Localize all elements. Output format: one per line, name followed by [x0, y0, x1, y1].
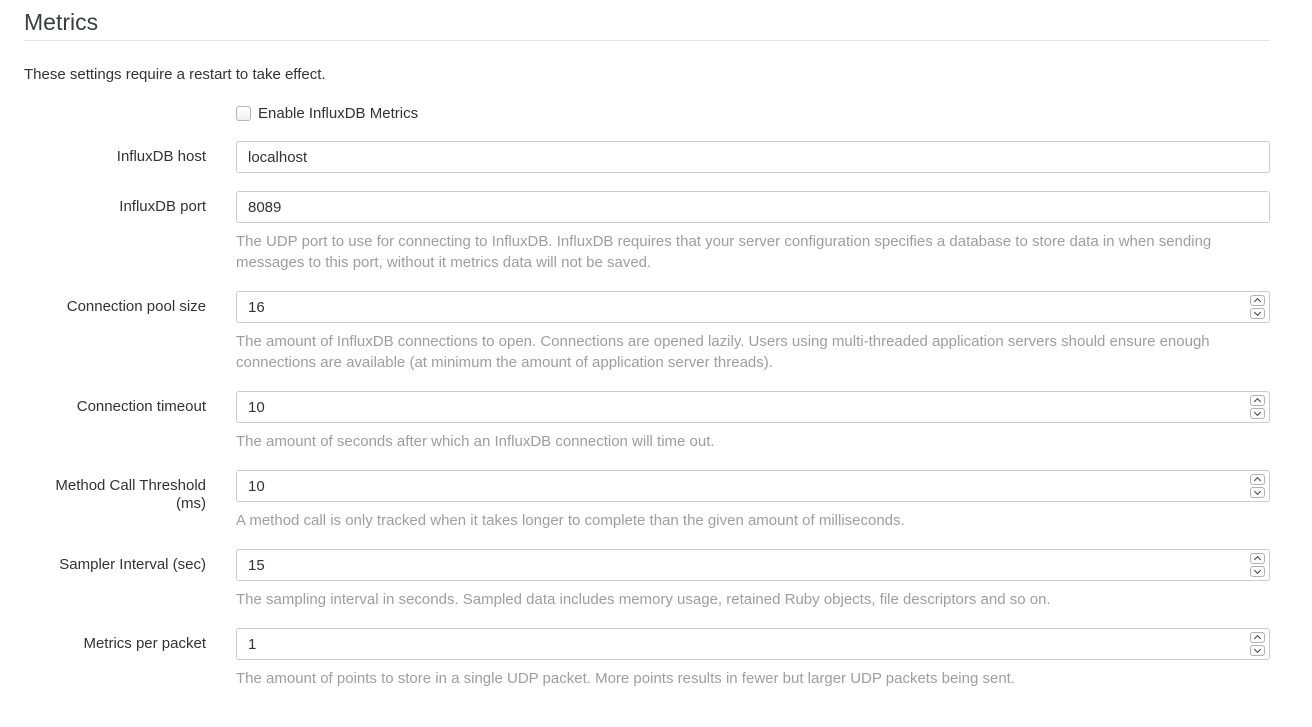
form-group-metrics-per-packet	[24, 628, 1270, 689]
sampler-interval-label: Sampler Interval (sec)	[59, 556, 206, 573]
method-call-threshold-spinner	[1250, 474, 1265, 498]
chevron-up-icon	[1254, 298, 1261, 305]
form-group-enable-metrics	[24, 105, 1270, 125]
connection-timeout-spinner	[1250, 395, 1265, 419]
connection-pool-size-label: Connection pool size	[66, 298, 206, 315]
spinner-down-button[interactable]	[1250, 487, 1265, 498]
spinner-up-button[interactable]	[1250, 553, 1265, 564]
influxdb-port-label: InfluxDB port	[119, 198, 206, 215]
chevron-down-icon	[1254, 488, 1261, 495]
connection-timeout-label: Connection timeout	[76, 398, 206, 415]
spinner-down-button[interactable]	[1250, 408, 1265, 419]
spinner-down-button[interactable]	[1250, 645, 1265, 656]
sampler-interval-help: The sampling interval in seconds. Sampled data includes memory usage, retained Ruby objects, file descriptors and so on.	[236, 591, 1051, 608]
spinner-up-button[interactable]	[1250, 474, 1265, 485]
influxdb-port-input[interactable]	[236, 191, 1270, 223]
form-group-sampler-interval	[24, 549, 1270, 610]
connection-pool-size-input[interactable]	[236, 291, 1270, 323]
spinner-down-button[interactable]	[1250, 566, 1265, 577]
metrics-settings-form	[24, 105, 1270, 689]
spinner-up-button[interactable]	[1250, 395, 1265, 406]
method-call-threshold-input[interactable]	[236, 470, 1270, 502]
chevron-up-icon	[1254, 477, 1261, 484]
restart-note: These settings require a restart to take effect.	[24, 66, 326, 83]
metrics-settings-page	[0, 9, 1312, 727]
form-group-influxdb-port	[24, 191, 1270, 273]
form-group-connection-timeout	[24, 391, 1270, 452]
influxdb-host-label: InfluxDB host	[116, 148, 206, 165]
metrics-per-packet-help: The amount of points to store in a single UDP packet. More points results in fewer but larger UDP packets being sent.	[236, 670, 1016, 687]
sampler-interval-spinner	[1250, 553, 1265, 577]
sampler-interval-input[interactable]	[236, 549, 1270, 581]
chevron-up-icon	[1254, 398, 1261, 405]
spinner-down-button[interactable]	[1250, 308, 1265, 319]
chevron-down-icon	[1254, 567, 1261, 574]
chevron-down-icon	[1254, 409, 1261, 416]
connection-pool-size-help: The amount of InfluxDB connections to open. Connections are opened lazily. Users using multi-threaded application servers should ensure enough connections are available (at minimum the amount of application server threads).	[236, 333, 1210, 371]
method-call-threshold-help: A method call is only tracked when it takes longer to complete than the given amount of milliseconds.	[236, 512, 905, 529]
metrics-per-packet-input[interactable]	[236, 628, 1270, 660]
enable-influxdb-metrics-label[interactable]	[236, 105, 418, 122]
chevron-down-icon	[1254, 646, 1261, 653]
connection-timeout-input[interactable]	[236, 391, 1270, 423]
form-group-method-call-threshold	[24, 470, 1270, 531]
enable-influxdb-metrics-checkbox[interactable]	[236, 106, 251, 121]
page-title: Metrics	[24, 9, 99, 35]
metrics-per-packet-label: Metrics per packet	[83, 635, 206, 652]
connection-pool-size-spinner	[1250, 295, 1265, 319]
chevron-down-icon	[1254, 309, 1261, 316]
connection-timeout-help: The amount of seconds after which an InfluxDB connection will time out.	[236, 433, 715, 450]
spinner-up-button[interactable]	[1250, 295, 1265, 306]
form-group-connection-pool-size	[24, 291, 1270, 373]
form-group-influxdb-host	[24, 141, 1270, 173]
method-call-threshold-label: Method Call Threshold (ms)	[55, 477, 206, 512]
enable-influxdb-metrics-text: Enable InfluxDB Metrics	[258, 105, 419, 122]
title-divider	[24, 40, 1270, 41]
influxdb-host-input[interactable]	[236, 141, 1270, 173]
chevron-up-icon	[1254, 635, 1261, 642]
metrics-per-packet-spinner	[1250, 632, 1265, 656]
spinner-up-button[interactable]	[1250, 632, 1265, 643]
chevron-up-icon	[1254, 556, 1261, 563]
influxdb-port-help: The UDP port to use for connecting to InfluxDB. InfluxDB requires that your server configuration specifies a database to store data in when sending messages to this port, without it metrics data will not be saved.	[236, 233, 1212, 271]
